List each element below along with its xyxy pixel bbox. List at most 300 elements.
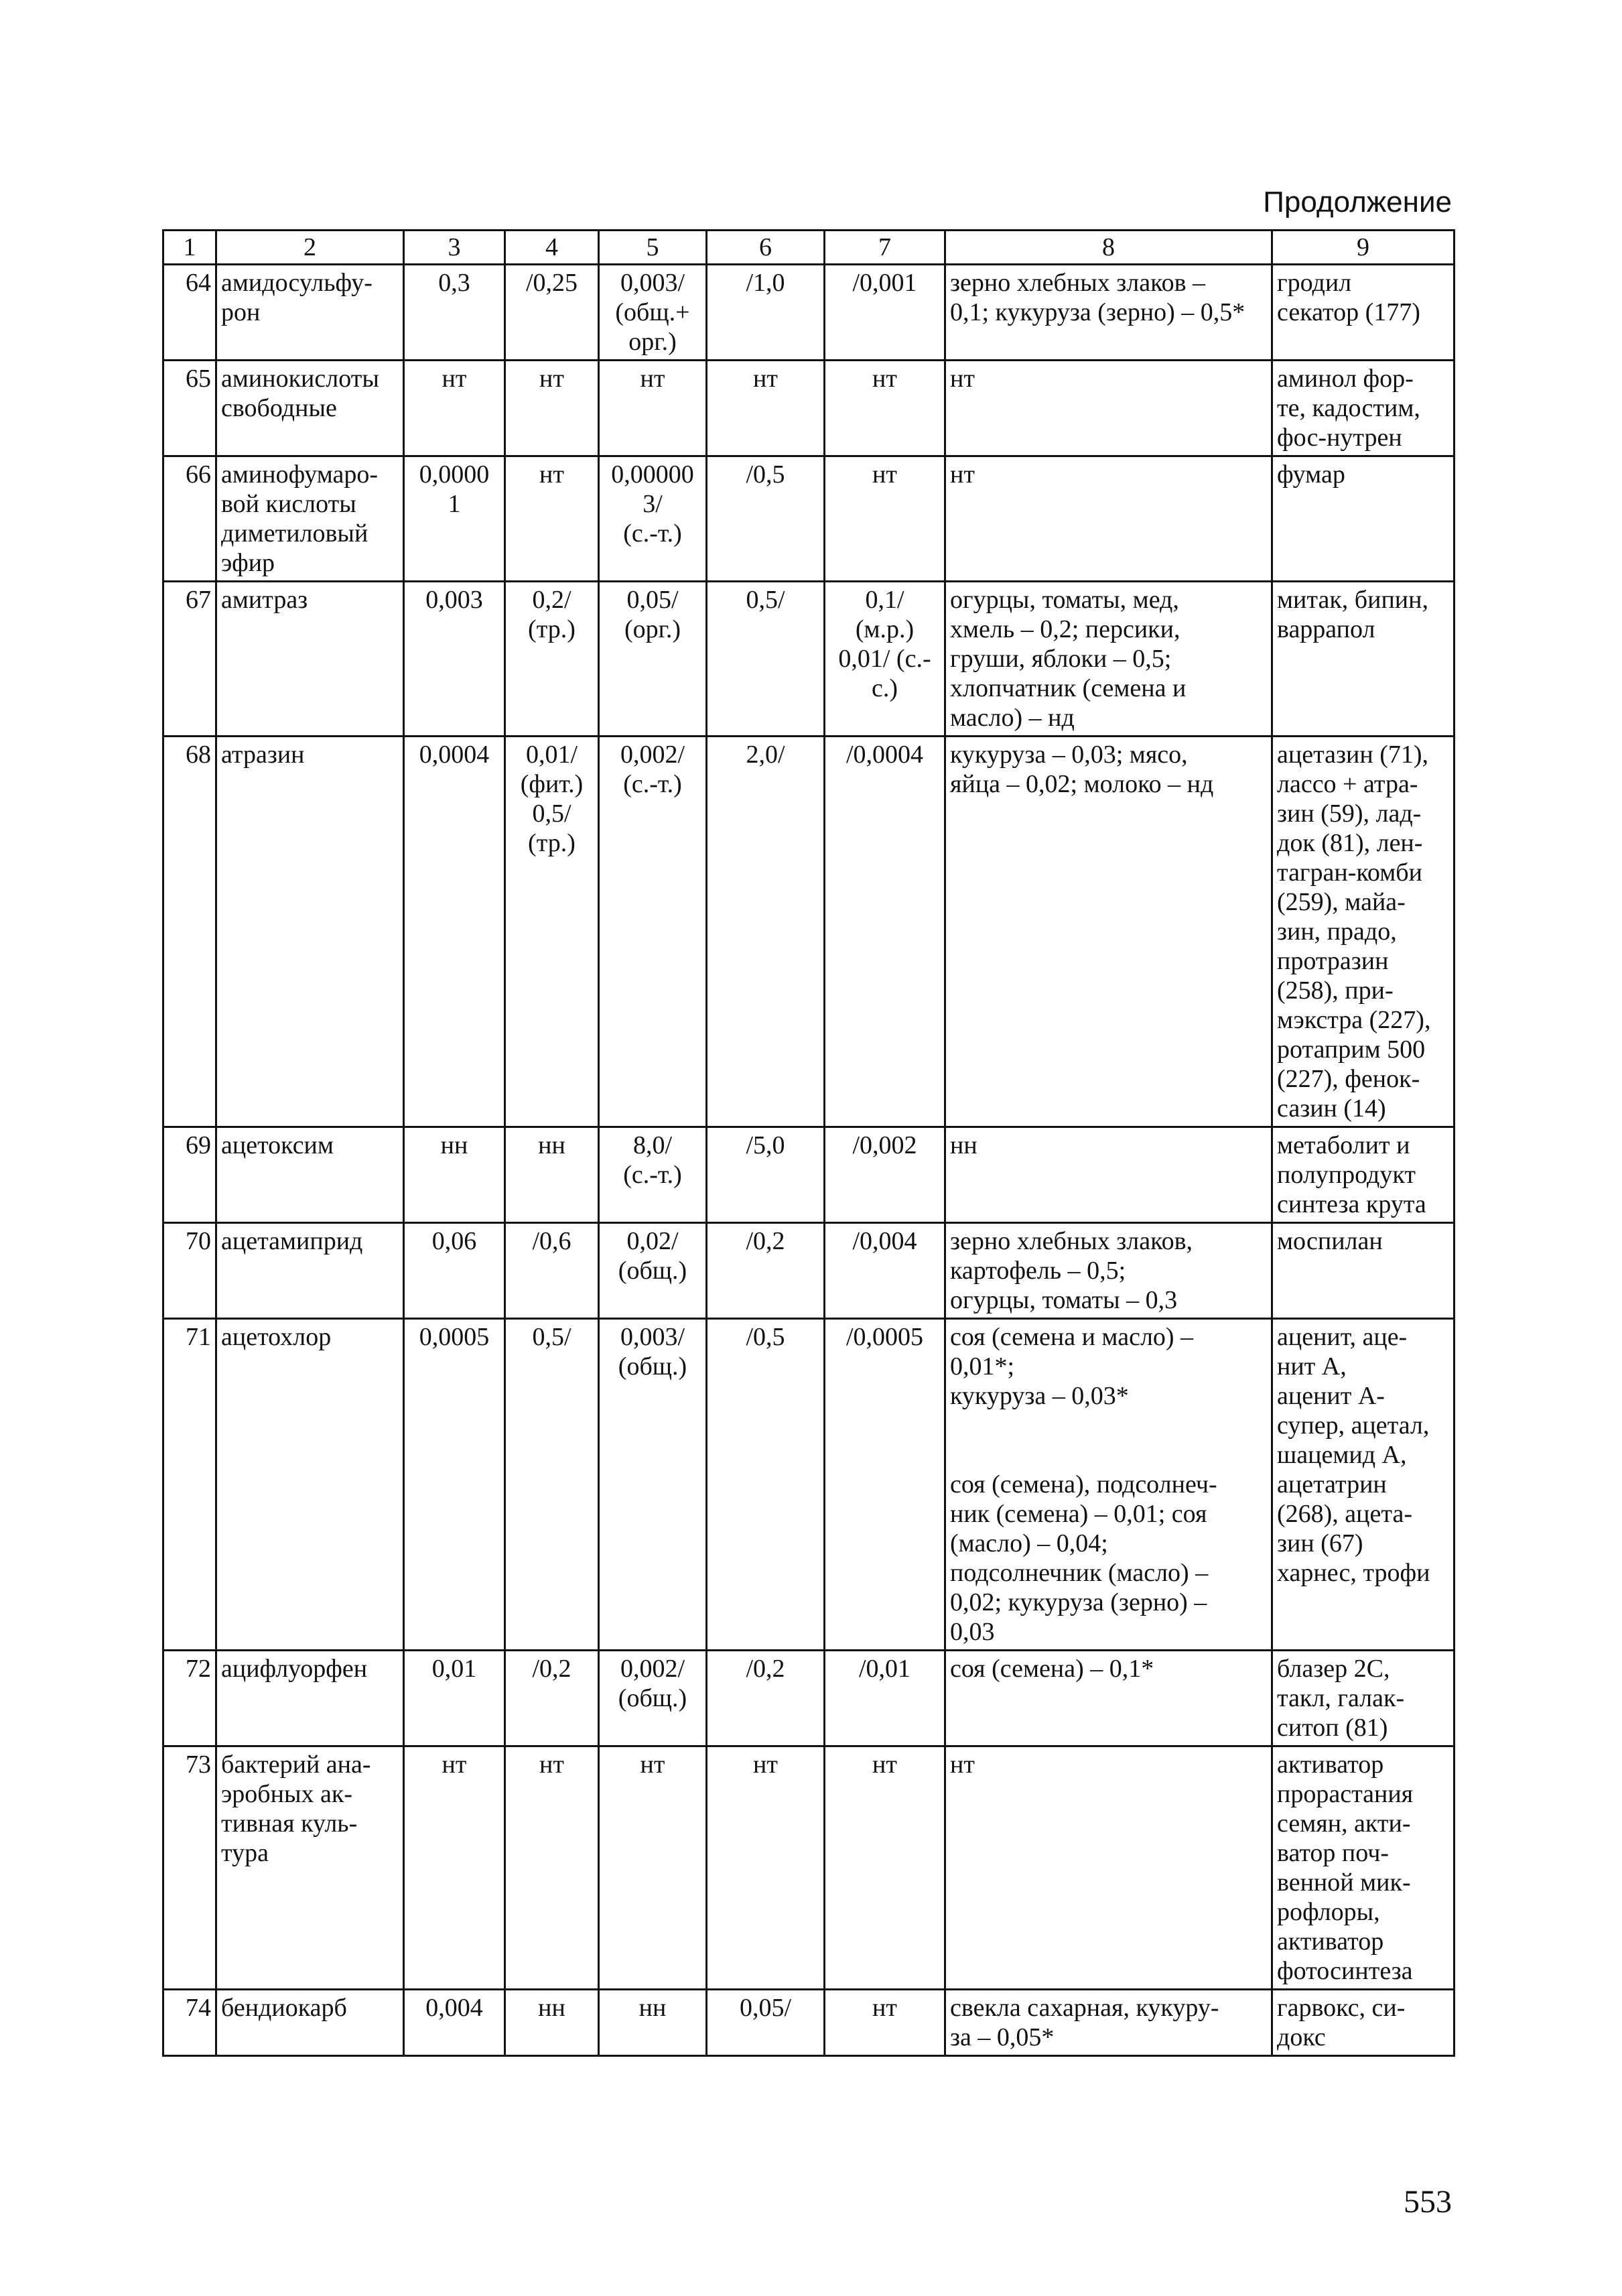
col3-value-cell	[404, 582, 505, 737]
cell-line: полупродукт	[1277, 1161, 1416, 1189]
cell-line: нн	[538, 1994, 565, 2022]
col3-value-cell	[404, 1223, 505, 1319]
cell-line: семян, акти-	[1277, 1809, 1411, 1838]
cell-line: 0,01	[431, 1655, 477, 1683]
col5-value-cell	[599, 1127, 707, 1223]
cell-line: ватор поч-	[1277, 1839, 1390, 1867]
table-body	[163, 265, 1455, 2056]
cell-line: 0,004	[425, 1994, 483, 2022]
substance-name-cell	[216, 1746, 404, 1990]
cell-line: 0,0005	[419, 1323, 490, 1351]
cell-line: за – 0,05*	[950, 2023, 1055, 2051]
cell-line: (с.-т.)	[623, 770, 682, 798]
cell-line: метаболит и	[1277, 1131, 1410, 1159]
cell-line: 0,002/	[620, 741, 685, 769]
table-row	[163, 1319, 1455, 1651]
cell-line: 0,5/	[532, 800, 571, 828]
preparations-cell	[1272, 1127, 1455, 1223]
cell-line: нт	[539, 1750, 564, 1779]
substance-name-cell	[216, 456, 404, 582]
cell-line: нт	[872, 1994, 897, 2022]
col3-value-cell	[404, 1990, 505, 2056]
cell-line	[950, 1411, 1267, 1440]
preparations-cell	[1272, 1746, 1455, 1990]
cell-line: /0,5	[746, 1323, 785, 1351]
cell-line: соя (семена) – 0,1*	[950, 1655, 1154, 1683]
cell-line: лассо + атра-	[1277, 770, 1418, 798]
substance-name-cell	[216, 1319, 404, 1651]
col4-value-cell	[505, 582, 599, 737]
col4-value-cell	[505, 1990, 599, 2056]
cell-line: 0,0004	[419, 741, 490, 769]
cell-line: нт	[950, 460, 975, 489]
cell-line: /0,5	[746, 460, 785, 489]
residue-limits-cell	[945, 1223, 1272, 1319]
cell-line: (259), майа-	[1277, 888, 1406, 916]
table-row	[163, 265, 1455, 361]
residue-limits-cell	[945, 737, 1272, 1127]
col4-value-cell	[505, 1319, 599, 1651]
cell-line: эфир	[221, 549, 275, 577]
col3-value-cell	[404, 456, 505, 582]
col4-value-cell	[505, 1651, 599, 1746]
col7-value-cell	[825, 1746, 945, 1990]
cell-line: 0,02; кукуруза (зерно) –	[950, 1588, 1207, 1616]
cell-line: 0,02/	[626, 1227, 679, 1255]
cell-line: моспилан	[1277, 1227, 1383, 1255]
cell-line: /0,6	[532, 1227, 571, 1255]
column-header-2: 2	[216, 231, 404, 265]
col6-value-cell	[707, 361, 825, 456]
preparations-cell	[1272, 265, 1455, 361]
preparations-cell	[1272, 1651, 1455, 1746]
row-number-cell	[163, 265, 216, 361]
substance-name-cell	[216, 1223, 404, 1319]
table-row	[163, 1990, 1455, 2056]
cell-line: активатор	[1277, 1927, 1384, 1956]
col7-value-cell	[825, 582, 945, 737]
col3-value-cell	[404, 265, 505, 361]
cell-line: нт	[872, 460, 897, 489]
table-row	[163, 1127, 1455, 1223]
cell-line: 74	[186, 1994, 211, 2022]
col7-value-cell	[825, 1127, 945, 1223]
cell-line: зин, прадо,	[1277, 917, 1397, 946]
cell-line: /0,001	[852, 269, 917, 297]
cell-line: 0,1; кукуруза (зерно) – 0,5*	[950, 298, 1245, 326]
preparations-cell	[1272, 1319, 1455, 1651]
cell-line: кукуруза – 0,03*	[950, 1382, 1129, 1410]
column-header-4: 4	[505, 231, 599, 265]
cell-line: ацетохлор	[221, 1323, 332, 1351]
cell-line: соя (семена), подсолнеч-	[950, 1470, 1217, 1498]
substance-name-cell	[216, 737, 404, 1127]
cell-line	[950, 1440, 1267, 1470]
cell-line: 65	[186, 365, 211, 393]
cell-line: аминокислоты	[221, 365, 379, 393]
col5-value-cell	[599, 1223, 707, 1319]
cell-line: (м.р.)	[855, 615, 915, 643]
column-header-8: 8	[945, 231, 1272, 265]
cell-line: орг.)	[628, 328, 677, 356]
cell-line: нт	[872, 1750, 897, 1779]
cell-line: док (81), лен-	[1277, 829, 1423, 857]
cell-line: (тр.)	[528, 829, 576, 857]
preparations-cell	[1272, 1223, 1455, 1319]
table-row	[163, 1223, 1455, 1319]
cell-line: (с.-т.)	[623, 1161, 682, 1189]
cell-line: нн	[538, 1131, 565, 1159]
cell-line: нт	[539, 365, 564, 393]
table-row	[163, 582, 1455, 737]
residue-limits-cell	[945, 1319, 1272, 1651]
cell-line: тивная куль-	[221, 1809, 358, 1838]
cell-line: 69	[186, 1131, 211, 1159]
cell-line: нт	[753, 1750, 778, 1779]
cell-line: 66	[186, 460, 211, 489]
preparations-cell	[1272, 456, 1455, 582]
table-row	[163, 456, 1455, 582]
cell-line: кукуруза – 0,03; мясо,	[950, 741, 1188, 769]
cell-line: 0,2/	[532, 586, 571, 614]
cell-line: ник (семена) – 0,01; соя	[950, 1500, 1207, 1528]
residue-limits-cell	[945, 1990, 1272, 2056]
cell-line: тагран-комби	[1277, 858, 1422, 887]
cell-line: огурцы, томаты, мед,	[950, 586, 1179, 614]
col6-value-cell	[707, 1651, 825, 1746]
substance-name-cell	[216, 582, 404, 737]
cell-line: синтеза крута	[1277, 1190, 1426, 1218]
cell-line: ротаприм 500	[1277, 1035, 1426, 1064]
preparations-cell	[1272, 361, 1455, 456]
cell-line: 0,06	[431, 1227, 477, 1255]
cell-line: (227), фенок-	[1277, 1065, 1420, 1093]
cell-line: 72	[186, 1655, 211, 1683]
cell-line: (общ.)	[618, 1257, 687, 1285]
col5-value-cell	[599, 1651, 707, 1746]
cell-line: (тр.)	[528, 615, 576, 643]
cell-line: такл, галак-	[1277, 1684, 1405, 1712]
cell-line: (общ.)	[618, 1352, 687, 1381]
cell-line: /5,0	[746, 1131, 785, 1159]
cell-line: 71	[186, 1323, 211, 1351]
cell-line: аминофумаро-	[221, 460, 379, 489]
cell-line: огурцы, томаты – 0,3	[950, 1286, 1178, 1314]
cell-line: ацетатрин	[1277, 1470, 1387, 1498]
cell-line: яйца – 0,02; молоко – нд	[950, 770, 1214, 798]
cell-line: сазин (14)	[1277, 1094, 1386, 1123]
cell-line: нн	[440, 1131, 468, 1159]
col7-value-cell	[825, 265, 945, 361]
col4-value-cell	[505, 1127, 599, 1223]
col7-value-cell	[825, 1651, 945, 1746]
column-header-6: 6	[707, 231, 825, 265]
row-number-cell	[163, 582, 216, 737]
cell-line: вой кислоты	[221, 490, 356, 518]
col6-value-cell	[707, 1746, 825, 1990]
cell-line: /0,2	[532, 1655, 571, 1683]
cell-line: 8,0/	[632, 1131, 673, 1159]
page-number: 553	[1404, 2184, 1452, 2220]
cell-line: /1,0	[746, 269, 785, 297]
cell-line: митак, бипин,	[1277, 586, 1428, 614]
cell-line: зерно хлебных злаков,	[950, 1227, 1193, 1255]
cell-line: бактерий ана-	[221, 1750, 371, 1779]
cell-line: протразин	[1277, 947, 1389, 975]
table-row	[163, 361, 1455, 456]
cell-line: гродил	[1277, 269, 1352, 297]
cell-line: 64	[186, 269, 211, 297]
col7-value-cell	[825, 456, 945, 582]
row-number-cell	[163, 1990, 216, 2056]
cell-line: секатор (177)	[1277, 298, 1420, 326]
cell-line: зин (67)	[1277, 1529, 1363, 1557]
cell-line: бендиокарб	[221, 1994, 347, 2022]
cell-line: /0,0005	[846, 1323, 924, 1351]
cell-line: (258), при-	[1277, 976, 1394, 1005]
cell-line: хмель – 0,2; персики,	[950, 615, 1180, 643]
col5-value-cell	[599, 265, 707, 361]
row-number-cell	[163, 1223, 216, 1319]
cell-line: 0,003/	[620, 1323, 685, 1351]
col6-value-cell	[707, 1990, 825, 2056]
cell-line: нн	[638, 1994, 667, 2022]
cell-line: ацетоксим	[221, 1131, 334, 1159]
cell-line: нт	[640, 1750, 665, 1779]
cell-line: аценит, аце-	[1277, 1323, 1408, 1351]
col7-value-cell	[825, 361, 945, 456]
cell-line: харнес, трофи	[1277, 1559, 1430, 1587]
residue-limits-cell	[945, 1746, 1272, 1990]
cell-line: ацифлуорфен	[221, 1655, 368, 1683]
cell-line: ситоп (81)	[1277, 1714, 1388, 1742]
cell-line: фумар	[1277, 460, 1345, 489]
cell-line: картофель – 0,5;	[950, 1257, 1126, 1285]
cell-line: шацемид А,	[1277, 1441, 1407, 1469]
col5-value-cell	[599, 1990, 707, 2056]
cell-line: рофлоры,	[1277, 1898, 1380, 1926]
cell-line: ацетазин (71),	[1277, 741, 1428, 769]
column-header-1: 1	[163, 231, 216, 265]
cell-line: свекла сахарная, кукуру-	[950, 1994, 1219, 2022]
cell-line: (масло) – 0,04;	[950, 1529, 1108, 1557]
row-number-cell	[163, 1651, 216, 1746]
cell-line: хлопчатник (семена и	[950, 674, 1187, 702]
col3-value-cell	[404, 361, 505, 456]
cell-line: (фит.)	[520, 770, 584, 798]
col3-value-cell	[404, 1319, 505, 1651]
cell-line: гарвокс, си-	[1277, 1994, 1406, 2022]
col6-value-cell	[707, 456, 825, 582]
row-number-cell	[163, 737, 216, 1127]
cell-line: амидосульфу-	[221, 269, 373, 297]
cell-line: свободные	[221, 394, 337, 422]
col7-value-cell	[825, 1319, 945, 1651]
col5-value-cell	[599, 582, 707, 737]
row-number-cell	[163, 1319, 216, 1651]
cell-line: 70	[186, 1227, 211, 1255]
cell-line: (общ.)	[618, 1684, 687, 1712]
row-number-cell	[163, 1127, 216, 1223]
row-number-cell	[163, 1746, 216, 1990]
col6-value-cell	[707, 1223, 825, 1319]
substance-name-cell	[216, 1990, 404, 2056]
col6-value-cell	[707, 582, 825, 737]
cell-line: 0,03	[950, 1618, 995, 1646]
cell-line: нит А,	[1277, 1352, 1347, 1381]
cell-line: нт	[442, 1750, 467, 1779]
cell-line: нт	[872, 365, 897, 393]
cell-line: 0,05/	[626, 586, 679, 614]
cell-line: тура	[221, 1839, 269, 1867]
cell-line: мэкстра (227),	[1277, 1006, 1431, 1034]
cell-line: супер, ацетал,	[1277, 1411, 1430, 1440]
cell-line: 0,5/	[746, 586, 785, 614]
col4-value-cell	[505, 265, 599, 361]
residue-limits-cell	[945, 456, 1272, 582]
col6-value-cell	[707, 737, 825, 1127]
cell-line: 0,0000	[419, 460, 490, 489]
cell-line: диметиловый	[221, 519, 368, 548]
col3-value-cell	[404, 1127, 505, 1223]
column-header-3: 3	[404, 231, 505, 265]
cell-line: /0,002	[852, 1131, 917, 1159]
cell-line: рон	[221, 298, 261, 326]
cell-line: 0,01/	[525, 741, 578, 769]
col4-value-cell	[505, 361, 599, 456]
cell-line: ацетамиприд	[221, 1227, 363, 1255]
substance-name-cell	[216, 1651, 404, 1746]
col5-value-cell	[599, 1746, 707, 1990]
residue-limits-cell	[945, 361, 1272, 456]
col7-value-cell	[825, 737, 945, 1127]
cell-line: /0,2	[746, 1655, 785, 1683]
cell-line: нт	[950, 1750, 975, 1779]
column-header-5: 5	[599, 231, 707, 265]
cell-line: нт	[442, 365, 467, 393]
cell-line: /0,01	[858, 1655, 911, 1683]
col6-value-cell	[707, 1127, 825, 1223]
cell-line: (с.-т.)	[623, 519, 682, 548]
table-header-row	[163, 231, 1455, 265]
cell-line: активатор	[1277, 1750, 1384, 1779]
cell-line: варрапол	[1277, 615, 1375, 643]
pesticide-table	[162, 229, 1455, 2057]
cell-line: /0,004	[852, 1227, 917, 1255]
cell-line: 0,01/ (с.-	[838, 645, 931, 673]
cell-line: 67	[186, 586, 211, 614]
col3-value-cell	[404, 1746, 505, 1990]
col4-value-cell	[505, 737, 599, 1127]
cell-line: 1	[448, 490, 461, 518]
cell-line: (268), ацета-	[1277, 1500, 1412, 1528]
col5-value-cell	[599, 1319, 707, 1651]
cell-line: 0,05/	[739, 1994, 792, 2022]
col5-value-cell	[599, 737, 707, 1127]
col5-value-cell	[599, 361, 707, 456]
cell-line: фос-нутрен	[1277, 424, 1402, 452]
cell-line: фотосинтеза	[1277, 1957, 1413, 1985]
row-number-cell	[163, 456, 216, 582]
residue-limits-cell	[945, 265, 1272, 361]
cell-line: 0,002/	[620, 1655, 685, 1683]
cell-line: нт	[950, 365, 975, 393]
cell-line: 3/	[643, 490, 663, 518]
cell-line: /0,25	[525, 269, 578, 297]
cell-line: нн	[950, 1131, 977, 1159]
cell-line: (общ.+	[615, 298, 690, 326]
col6-value-cell	[707, 1319, 825, 1651]
col6-value-cell	[707, 265, 825, 361]
column-header-7: 7	[825, 231, 945, 265]
preparations-cell	[1272, 737, 1455, 1127]
cell-line: /0,2	[746, 1227, 785, 1255]
row-number-cell	[163, 361, 216, 456]
substance-name-cell	[216, 361, 404, 456]
cell-line: нт	[640, 365, 665, 393]
col4-value-cell	[505, 1746, 599, 1990]
cell-line: 0,3	[438, 269, 470, 297]
col4-value-cell	[505, 1223, 599, 1319]
cell-line: те, кадостим,	[1277, 394, 1420, 422]
cell-line: венной мик-	[1277, 1868, 1411, 1897]
table-row	[163, 1746, 1455, 1990]
column-header-9: 9	[1272, 231, 1455, 265]
cell-line: 0,01*;	[950, 1352, 1015, 1381]
cell-line: прорастания	[1277, 1780, 1414, 1808]
cell-line: 2,0/	[746, 741, 785, 769]
cell-line: 73	[186, 1750, 211, 1779]
preparations-cell	[1272, 582, 1455, 737]
cell-line: соя (семена и масло) –	[950, 1323, 1194, 1351]
col7-value-cell	[825, 1990, 945, 2056]
cell-line: докс	[1277, 2023, 1326, 2051]
cell-line: аминол фор-	[1277, 365, 1414, 393]
cell-line: подсолнечник (масло) –	[950, 1559, 1209, 1587]
table-row	[163, 737, 1455, 1127]
cell-line: нт	[753, 365, 778, 393]
cell-line: нт	[539, 460, 564, 489]
cell-line: 0,00000	[611, 460, 694, 489]
col5-value-cell	[599, 456, 707, 582]
cell-line: блазер 2С,	[1277, 1655, 1390, 1683]
cell-line: масло) – нд	[950, 704, 1075, 732]
cell-line: /0,0004	[846, 741, 924, 769]
cell-line: 68	[186, 741, 211, 769]
cell-line: амитраз	[221, 586, 308, 614]
residue-limits-cell	[945, 1127, 1272, 1223]
cell-line: 0,5/	[532, 1323, 571, 1351]
substance-name-cell	[216, 265, 404, 361]
preparations-cell	[1272, 1990, 1455, 2056]
continuation-label: Продолжение	[1263, 186, 1452, 218]
residue-limits-cell	[945, 1651, 1272, 1746]
cell-line: с.)	[871, 674, 898, 702]
cell-line: 0,003/	[620, 269, 685, 297]
cell-line: 0,1/	[865, 586, 904, 614]
substance-name-cell	[216, 1127, 404, 1223]
cell-line: груши, яблоки – 0,5;	[950, 645, 1172, 673]
col3-value-cell	[404, 1651, 505, 1746]
col3-value-cell	[404, 737, 505, 1127]
col4-value-cell	[505, 456, 599, 582]
table-row	[163, 1651, 1455, 1746]
cell-line: аценит А-	[1277, 1382, 1385, 1410]
cell-line: атразин	[221, 741, 305, 769]
cell-line: эробных ак-	[221, 1780, 352, 1808]
cell-line: зерно хлебных злаков –	[950, 269, 1206, 297]
cell-line: (орг.)	[624, 615, 681, 643]
